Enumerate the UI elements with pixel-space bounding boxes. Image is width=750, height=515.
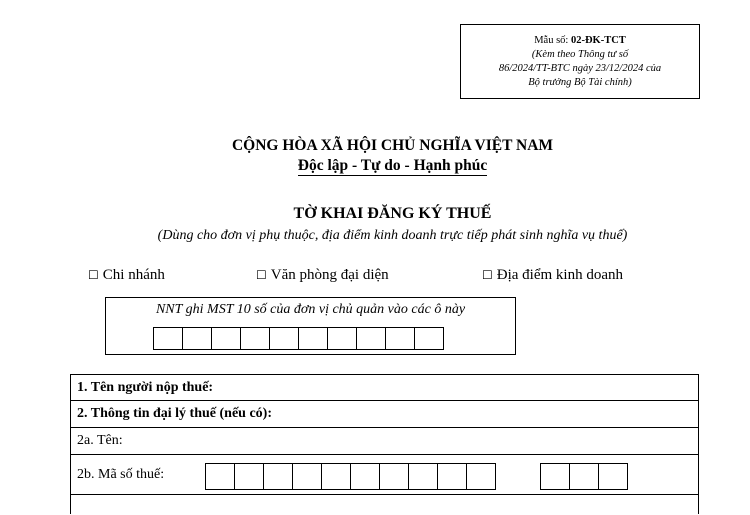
document-subtitle: (Dùng cho đơn vị phụ thuộc, địa điểm kinh doanh trực tiếp phát sinh nghĩa vụ thuế) <box>157 228 628 243</box>
tax-code-cell[interactable] <box>211 327 241 350</box>
form-number-box <box>460 24 700 99</box>
tax-code-cell[interactable] <box>385 327 415 350</box>
tax-agent-tax-code-cells <box>205 463 496 490</box>
form-code: 02-ĐK-TCT <box>570 35 626 46</box>
national-motto <box>0 157 750 175</box>
parent-tax-code-caption: NNT ghi MST 10 số của đơn vị chủ quản vào các ô này <box>155 302 466 317</box>
form-ref-line-3: Bộ trưởng Bộ Tài chính) <box>528 77 632 88</box>
tax-code-cell[interactable] <box>569 463 599 490</box>
row-tax-agent-tax-code <box>71 455 698 495</box>
tax-code-cell[interactable] <box>408 463 438 490</box>
tax-code-cell[interactable] <box>356 327 386 350</box>
tax-agent-tax-code-label: 2b. Mã số thuế: <box>77 467 165 482</box>
tax-code-cell[interactable] <box>414 327 444 350</box>
tax-code-cell[interactable] <box>298 327 328 350</box>
tax-code-cell[interactable] <box>263 463 293 490</box>
checkbox-icon[interactable]: ☐ <box>256 268 267 282</box>
tax-code-cell[interactable] <box>379 463 409 490</box>
tax-agent-tax-code-suffix-cells <box>540 463 628 490</box>
parent-tax-code-box <box>105 297 516 355</box>
tax-code-cell[interactable] <box>153 327 183 350</box>
checkbox-icon[interactable]: ☐ <box>88 268 99 282</box>
row-taxpayer-name[interactable]: 1. Tên người nộp thuế: <box>71 375 698 401</box>
tax-code-cell[interactable] <box>269 327 299 350</box>
option-chi-nhanh[interactable] <box>88 267 165 284</box>
national-title: CỘNG HÒA XÃ HỘI CHỦ NGHĨA VIỆT NAM <box>231 137 554 154</box>
tax-code-cell[interactable] <box>292 463 322 490</box>
tax-code-cell[interactable] <box>437 463 467 490</box>
form-code-line <box>461 34 699 48</box>
option-label: Văn phòng đại diện <box>270 267 389 283</box>
option-van-phong-dai-dien[interactable] <box>256 267 389 284</box>
taxpayer-info-table <box>70 374 699 514</box>
document-title: TỜ KHAI ĐĂNG KÝ THUẾ <box>293 205 492 222</box>
option-dia-diem-kinh-doanh[interactable] <box>482 267 623 284</box>
tax-code-cell[interactable] <box>350 463 380 490</box>
row-tax-agent-info: 2. Thông tin đại lý thuế (nếu có): <box>71 401 698 428</box>
option-label: Chi nhánh <box>102 267 165 283</box>
motto-text: Độc lập - Tự do - Hạnh phúc <box>297 157 488 174</box>
row-next <box>71 495 698 515</box>
option-label: Địa điểm kinh doanh <box>496 267 623 283</box>
tax-code-cell[interactable] <box>466 463 496 490</box>
form-ref-line-2: 86/2024/TT-BTC ngày 23/12/2024 của <box>498 63 662 74</box>
tax-code-cell[interactable] <box>327 327 357 350</box>
form-code-label: Mẫu số: <box>534 35 571 46</box>
tax-code-cell[interactable] <box>182 327 212 350</box>
tax-code-cell[interactable] <box>540 463 570 490</box>
tax-code-cell[interactable] <box>598 463 628 490</box>
tax-code-cell[interactable] <box>321 463 351 490</box>
checkbox-icon[interactable]: ☐ <box>482 268 493 282</box>
tax-code-cell[interactable] <box>205 463 235 490</box>
form-ref-line-1: (Kèm theo Thông tư số <box>531 49 629 60</box>
tax-code-cell[interactable] <box>240 327 270 350</box>
row-tax-agent-name[interactable]: 2a. Tên: <box>71 428 698 455</box>
parent-tax-code-cells <box>153 327 444 350</box>
tax-code-cell[interactable] <box>234 463 264 490</box>
